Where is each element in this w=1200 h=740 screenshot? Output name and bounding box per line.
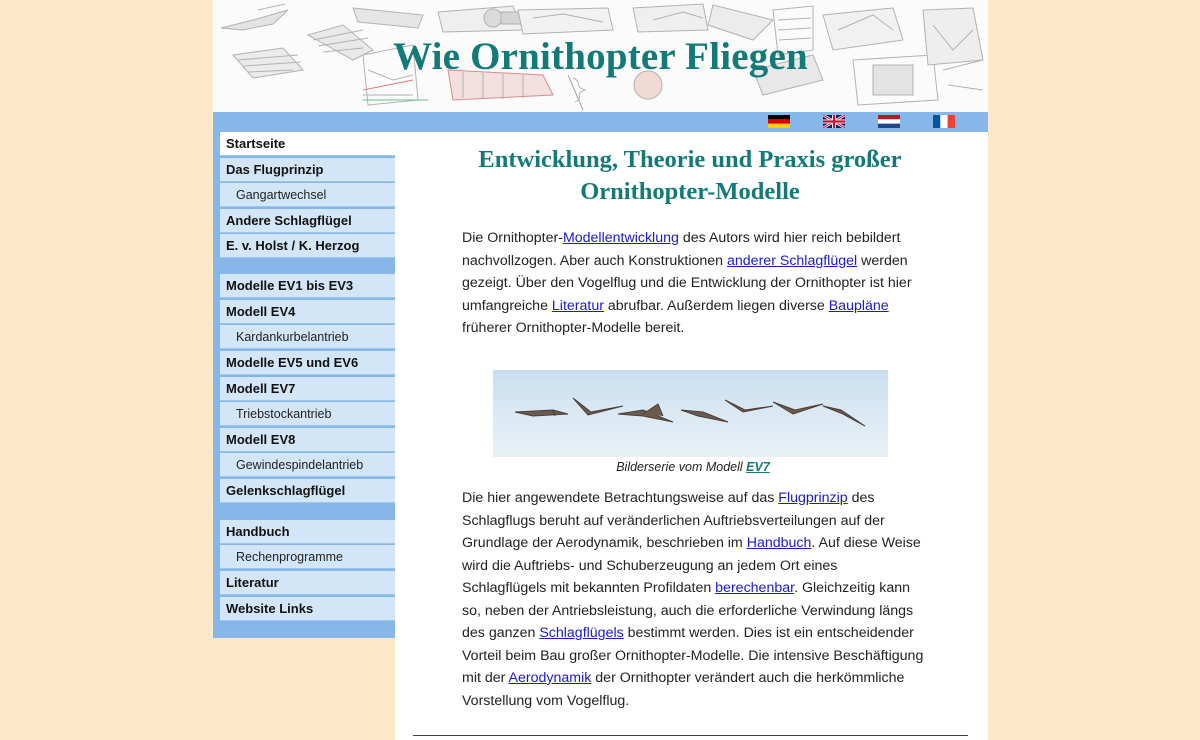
intro-text-1: Die Ornithopter- xyxy=(462,230,563,246)
nav-gelenkschlagfluegel[interactable]: Gelenkschlagflügel xyxy=(220,479,395,503)
body-paragraph xyxy=(462,487,924,712)
body-text-2: des Schlagflugs beruht auf veränderlichen Auftriebsverteilungen auf der Grundlage der Aerodynamik, beschrieben im xyxy=(462,490,885,551)
body-text-1: Die hier angewendete Betrachtungsweise auf das xyxy=(462,490,779,506)
link-literatur[interactable]: Literatur xyxy=(551,297,604,314)
body-text-3: . Auf diese Weise wird die Auftriebs- und Schuberzeugung an jedem Ort eines Schlagflügels mit bekannten Profildaten xyxy=(462,535,921,596)
nav-kardankurbelantrieb[interactable]: Kardankurbelantrieb xyxy=(220,325,395,349)
main-content xyxy=(395,132,988,740)
nav-gewindespindelantrieb[interactable]: Gewindespindelantrieb xyxy=(220,453,395,477)
link-ev7[interactable]: EV7 xyxy=(746,460,770,474)
flag-nl-icon[interactable] xyxy=(878,115,900,128)
header-banner xyxy=(213,0,988,112)
nav-startseite[interactable]: Startseite xyxy=(220,132,395,156)
ornithopter-flight-sequence-image xyxy=(493,370,888,457)
flag-de-icon[interactable] xyxy=(768,115,790,128)
nav-gangartwechsel[interactable]: Gangartwechsel xyxy=(220,183,395,207)
nav-modelle-ev1-ev3[interactable]: Modelle EV1 bis EV3 xyxy=(220,274,395,298)
caption-text: Bilderserie vom Modell xyxy=(616,460,747,474)
sidebar-nav xyxy=(213,132,395,638)
intro-text-4: abrufbar. Außerdem liegen diverse xyxy=(603,297,829,314)
link-andere-schlagfluegel[interactable]: anderer Schlagflügel xyxy=(727,252,858,269)
intro-text-5: früherer Ornithopter-Modelle bereit. xyxy=(462,320,685,336)
link-flugprinzip[interactable]: Flugprinzip xyxy=(778,490,848,506)
footer-divider xyxy=(413,735,968,736)
language-bar xyxy=(213,112,988,132)
body-text-4: . Gleichzeitig kann so, neben der Antriebsleistung, auch die erforderliche Verwindung längs des ganzen xyxy=(462,580,914,641)
nav-website-links[interactable]: Website Links xyxy=(220,597,395,621)
page xyxy=(213,0,988,740)
link-bauplaene[interactable]: Baupläne xyxy=(828,297,889,314)
nav-modell-ev8[interactable]: Modell EV8 xyxy=(220,428,395,452)
page-heading: Entwicklung, Theorie und Praxis großer Ornithopter-Modelle xyxy=(478,146,902,205)
ev7-photo-series xyxy=(493,370,888,457)
nav-literatur[interactable]: Literatur xyxy=(220,571,395,595)
nav-modell-ev7[interactable]: Modell EV7 xyxy=(220,377,395,401)
body-text-5: bestimmt werden. Dies ist ein entscheidender Vorteil beim Bau großer Ornithopter-Modelle. Die intensive Beschäftigung mit der xyxy=(462,625,924,686)
intro-text-3: werden gezeigt. Über den Vogelflug und die Entwicklung der Ornithopter ist hier umfangreiche xyxy=(462,252,912,314)
photo-caption xyxy=(462,460,924,474)
nav-andere-schlagfluegel[interactable]: Andere Schlagflügel xyxy=(220,209,395,233)
link-aerodynamik[interactable]: Aerodynamik xyxy=(508,670,592,686)
nav-handbuch[interactable]: Handbuch xyxy=(220,520,395,544)
intro-text-2: des Autors wird hier reich bebildert nachvollzogen. Aber auch Konstruktionen xyxy=(462,230,901,269)
flag-fr-icon[interactable] xyxy=(933,115,955,128)
link-berechenbar[interactable]: berechenbar xyxy=(715,580,795,596)
nav-holst-herzog[interactable]: E. v. Holst / K. Herzog xyxy=(220,234,395,258)
nav-modelle-ev5-ev6[interactable]: Modelle EV5 und EV6 xyxy=(220,351,395,375)
intro-paragraph xyxy=(462,227,924,340)
nav-rechenprogramme[interactable]: Rechenprogramme xyxy=(220,545,395,569)
link-handbuch[interactable]: Handbuch xyxy=(746,535,812,551)
body-text-6: der Ornithopter verändert auch die herkömmliche Vorstellung vom Vogelflug. xyxy=(462,670,905,709)
flag-uk-icon[interactable] xyxy=(823,115,845,128)
site-title: Wie Ornithopter Fliegen xyxy=(393,35,808,78)
link-schlagfluegels[interactable]: Schlagflügels xyxy=(539,625,624,641)
nav-triebstockantrieb[interactable]: Triebstockantrieb xyxy=(220,402,395,426)
nav-modell-ev4[interactable]: Modell EV4 xyxy=(220,300,395,324)
link-modellentwicklung[interactable]: Modellentwicklung xyxy=(562,230,679,246)
nav-das-flugprinzip[interactable]: Das Flugprinzip xyxy=(220,158,395,182)
